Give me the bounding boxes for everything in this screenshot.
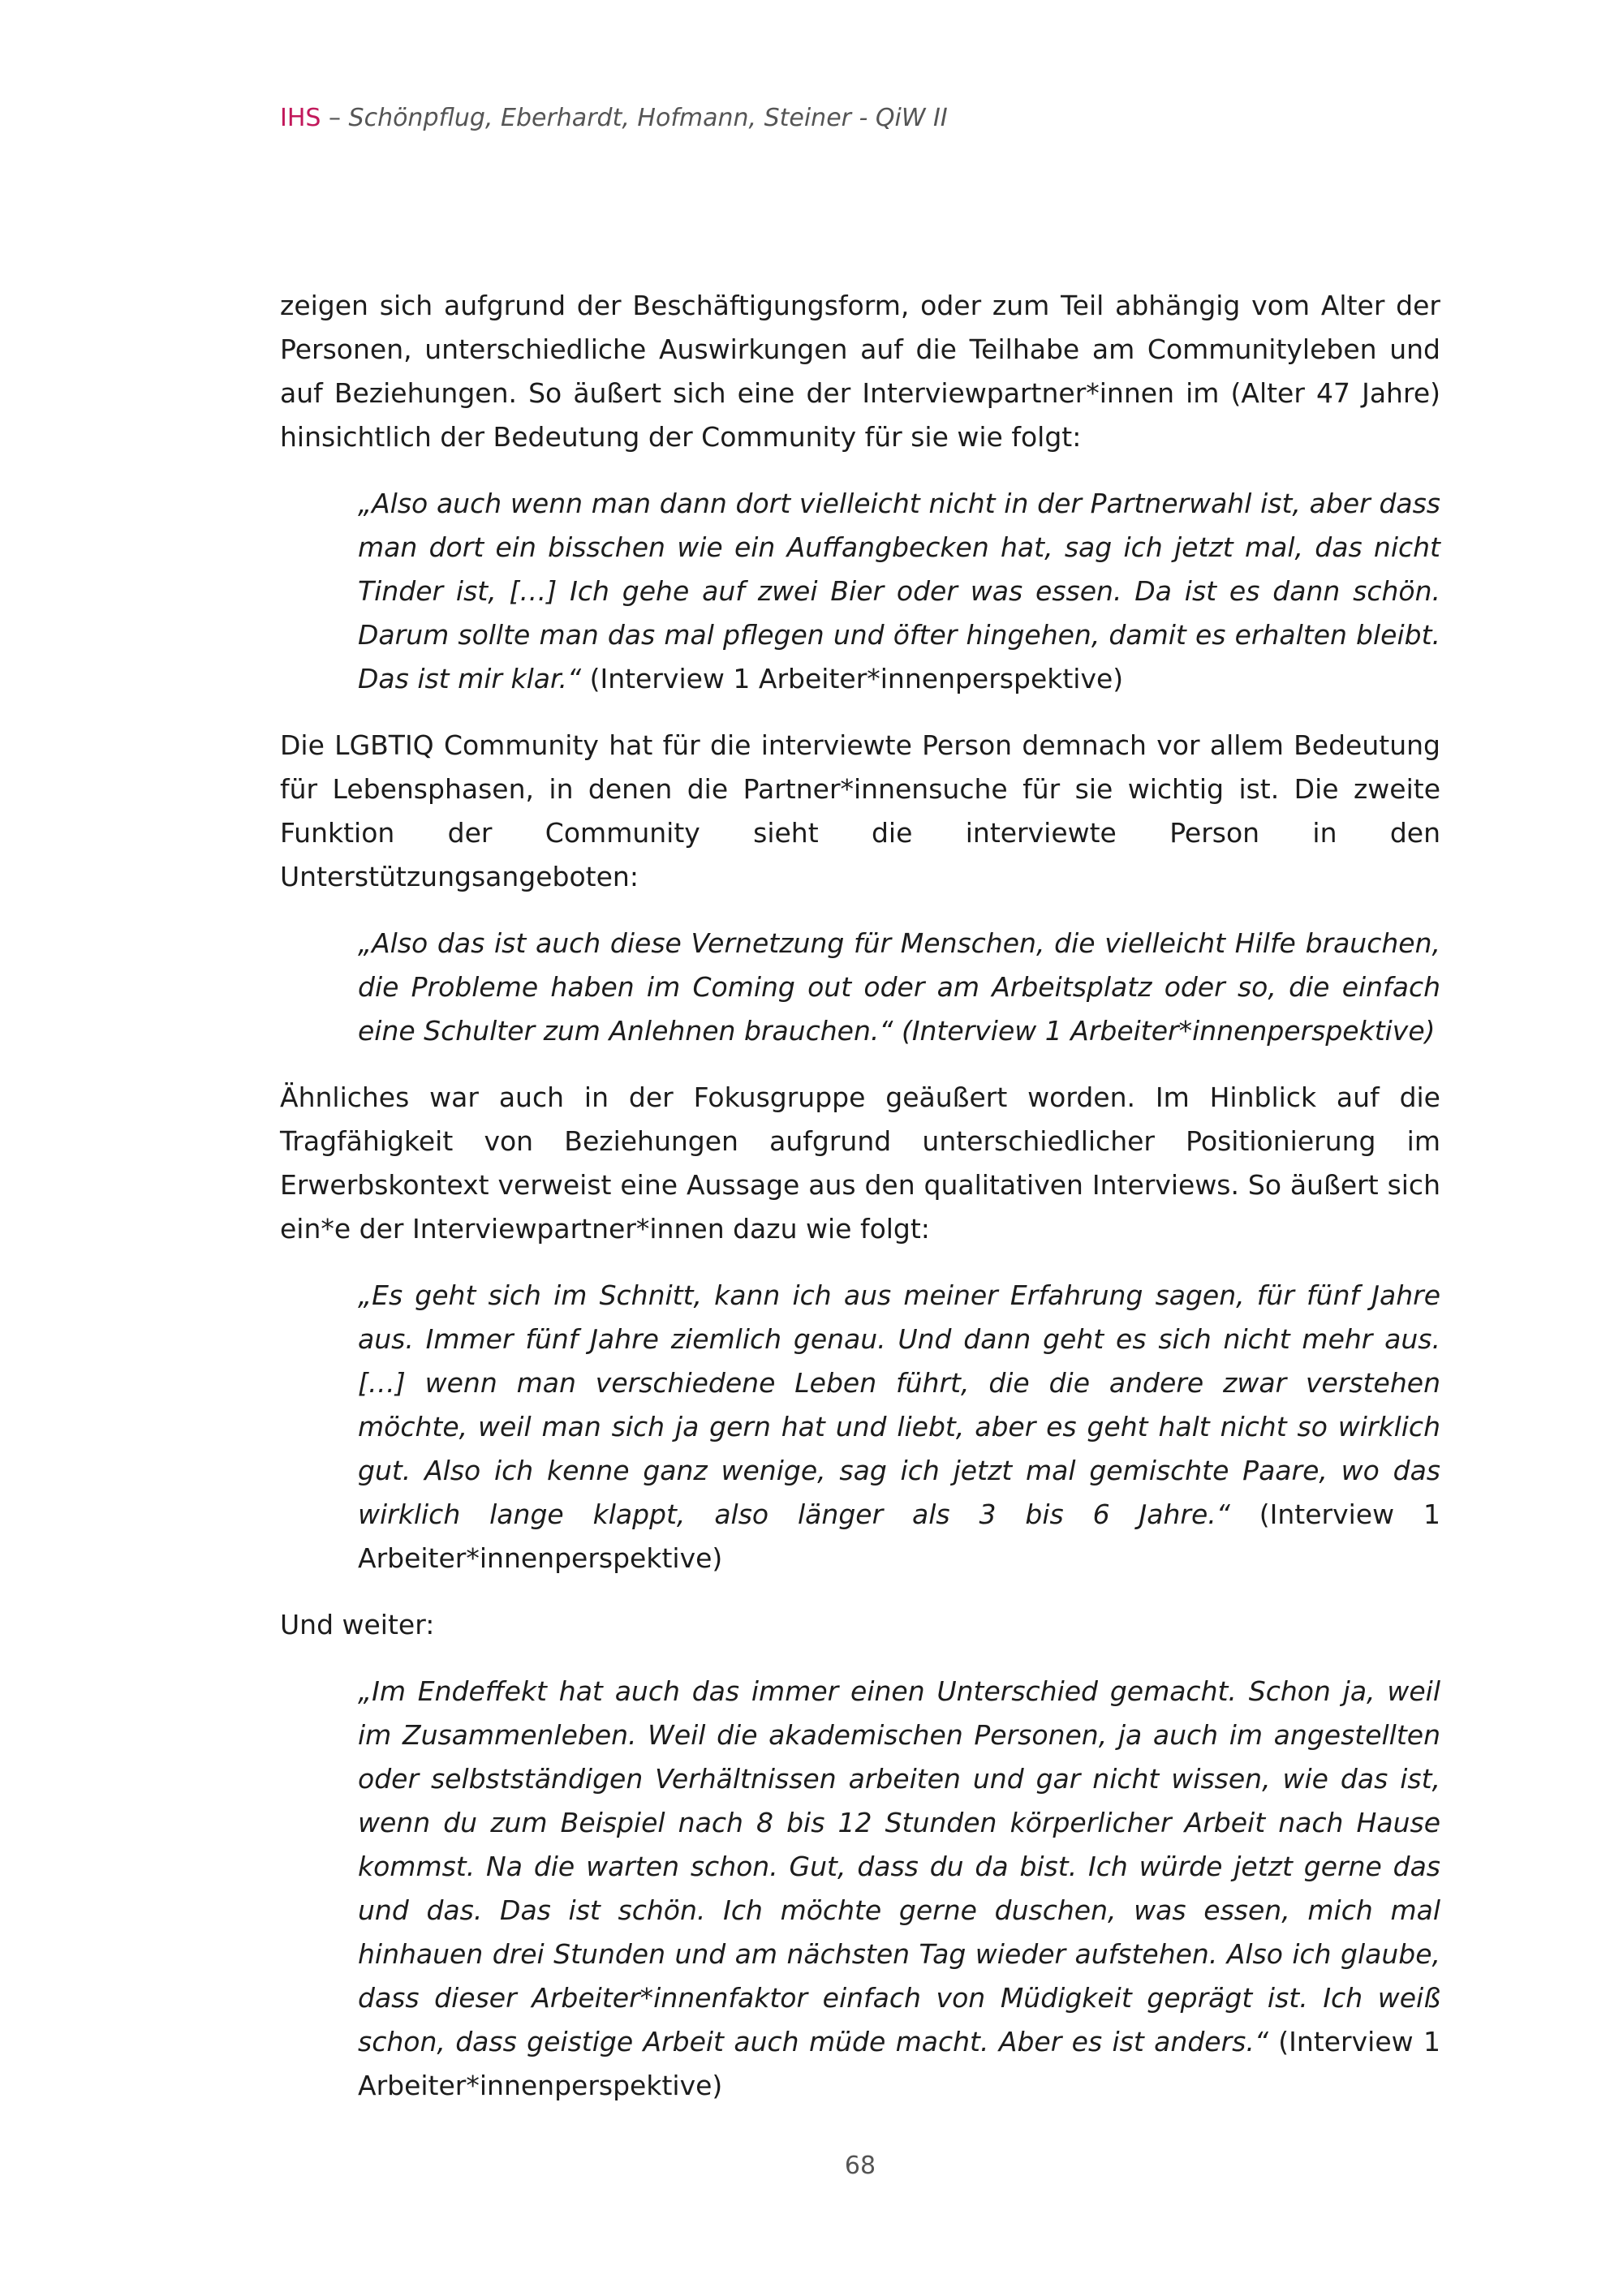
quote-1 <box>358 482 1440 701</box>
quote-3-text: „Es geht sich im Schnitt, kann ich aus meiner Erfahrung sagen, für fünf Jahre aus. Immer fünf Jahre ziemlich genau. Und dann geht es sich nicht mehr aus. […] wenn man verschiedene Leben führt, die die andere zwar verstehen möchte, weil man sich ja gern hat und liebt, aber es geht halt nicht so wirklich gut. Also ich kenne ganz wenige, sag ich jetzt mal gemischte Paare, wo das wirklich lange klappt, also länger als 3 bis 6 Jahre.“ <box>358 1279 1440 1530</box>
quote-1-source: (Interview 1 Arbeiter*innenperspektive) <box>581 663 1124 694</box>
quote-2-text: „Also das ist auch diese Vernetzung für Menschen, die vielleicht Hilfe brauchen, die Probleme haben im Coming out oder am Arbeitsplatz oder so, die einfach eine Schulter zum Anlehnen brauchen.“ (Interview 1 Arbeiter*innenperspektive) <box>358 927 1440 1047</box>
paragraph-focus-group: Ähnliches war auch in der Fokusgruppe geäußert worden. Im Hinblick auf die Tragfähigkeit von Beziehungen aufgrund unterschiedlicher Positionierung im Erwerbskontext verweist eine Aussage aus den qualitativen Interviews. So äußert sich ein*e der Interviewpartner*innen dazu wie folgt: <box>280 1081 1440 1245</box>
header-authors: Schönpflug, Eberhardt, Hofmann, Steiner - QiW II <box>348 104 948 132</box>
quote-2 <box>358 922 1440 1053</box>
quote-4-text: „Im Endeffekt hat auch das immer einen Unterschied gemacht. Schon ja, weil im Zusammenleben. Weil die akademischen Personen, ja auch im angestellten oder selbstständigen Verhältnissen arbeiten und gar nicht wissen, wie das ist, wenn du zum Beispiel nach 8 bis 12 Stunden körperlicher Arbeit nach Hause kommst. Na die warten schon. Gut, dass du da bist. Ich würde jetzt gerne das und das. Das ist schön. Ich möchte gerne duschen, was essen, mich mal hinhauen drei Stunden und am nächsten Tag wieder aufstehen. Also ich glaube, dass dieser Arbeiter*innenfaktor einfach von Müdigkeit geprägt ist. Ich weiß schon, dass geistige Arbeit auch müde macht. Aber es ist anders.“ <box>358 1675 1440 2057</box>
quote-3-source: (Interview 1 Arbeiter*innenperspektive) <box>358 1498 1441 1574</box>
quote-1-text: „Also auch wenn man dann dort vielleicht nicht in der Partnerwahl ist, aber dass man dort ein bisschen wie ein Auffangbecken hat, sag ich jetzt mal, das nicht Tinder ist, […] Ich gehe auf zwei Bier oder was essen. Da ist es dann schön. Darum sollte man das mal pflegen und öfter hingehen, damit es erhalten bleibt. Das ist mir klar.“ <box>358 488 1440 694</box>
quote-4-source: (Interview 1 Arbeiter*innenperspektive) <box>358 2026 1440 2101</box>
paragraph-und-weiter: Und weiter: <box>280 1609 435 1640</box>
page-number: 68 <box>844 2152 876 2180</box>
header-org: IHS <box>280 104 321 132</box>
header-separator: – <box>321 104 349 132</box>
page-body <box>280 284 1440 2130</box>
quote-4 <box>358 1670 1440 2108</box>
paragraph-community: Die LGBTIQ Community hat für die interviewte Person demnach vor allem Bedeutung für Lebensphasen, in denen die Partner*innensuche für sie wichtig ist. Die zweite Funktion der Community sieht die interviewte Person in den Unterstützungsangeboten: <box>280 729 1440 892</box>
running-header <box>280 104 948 132</box>
paragraph-intro: zeigen sich aufgrund der Beschäftigungsform, oder zum Teil abhängig vom Alter der Personen, unterschiedliche Auswirkungen auf die Teilhabe am Communityleben und auf Beziehungen. So äußert sich eine der Interviewpartner*innen im (Alter 47 Jahre) hinsichtlich der Bedeutung der Community für sie wie folgt: <box>280 290 1440 453</box>
quote-3 <box>358 1274 1440 1580</box>
